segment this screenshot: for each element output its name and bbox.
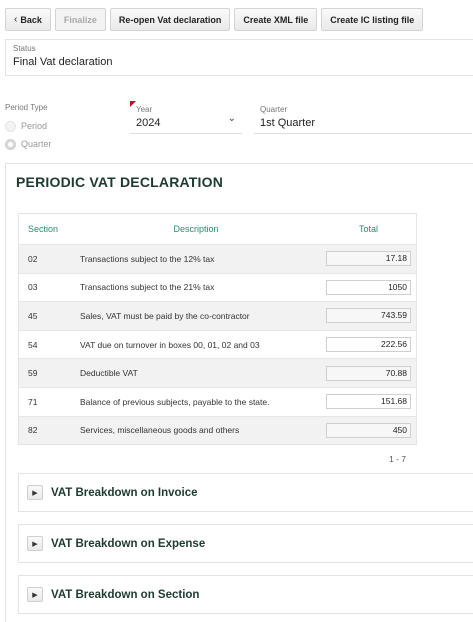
row-description: Balance of previous subjects, payable to the state. xyxy=(80,396,270,407)
row-description: Sales, VAT must be paid by the co-contractor xyxy=(80,310,250,321)
create-ic-listing-file-button[interactable] xyxy=(321,8,423,31)
reopen-vat-declaration-button[interactable] xyxy=(110,8,231,31)
pager-range: 1 - 7 xyxy=(389,454,407,464)
quarter-value: 1st Quarter xyxy=(260,117,316,129)
column-header-description[interactable]: Description xyxy=(173,224,219,234)
back-button[interactable] xyxy=(5,8,51,31)
finalize-button[interactable] xyxy=(55,8,106,31)
radio-circle-icon xyxy=(5,121,16,132)
table-header xyxy=(19,214,416,244)
row-section: 03 xyxy=(28,282,38,293)
radio-period[interactable] xyxy=(5,117,52,135)
create-xml-button-label: Create XML file xyxy=(243,14,309,25)
vat-declaration-table xyxy=(18,213,417,445)
year-label: Year xyxy=(136,105,153,114)
required-flag-icon xyxy=(130,101,136,107)
chevron-down-icon: ⌄ xyxy=(227,113,236,124)
row-description: VAT due on turnover in boxes 00, 01, 02 and 03 xyxy=(80,339,260,350)
vat-breakdown-expense-panel[interactable] xyxy=(18,524,473,563)
back-button-label: Back xyxy=(20,14,42,25)
radio-quarter-label: Quarter xyxy=(21,139,52,149)
quarter-label: Quarter xyxy=(260,105,288,114)
table-row[interactable] xyxy=(19,273,416,302)
panel-title: PERIODIC VAT DECLARATION xyxy=(16,174,224,190)
table-row[interactable] xyxy=(19,416,416,445)
quarter-field[interactable] xyxy=(254,101,472,134)
chevron-left-icon: ‹ xyxy=(14,14,18,25)
year-value: 2024 xyxy=(136,117,161,129)
row-total-field[interactable]: 17.18 xyxy=(326,251,411,266)
period-type-label: Period Type xyxy=(5,103,48,112)
table-row[interactable] xyxy=(19,358,416,387)
row-section: 02 xyxy=(28,253,38,264)
vat-breakdown-section-title: VAT Breakdown on Section xyxy=(51,588,200,601)
row-total-field[interactable]: 70.88 xyxy=(326,366,411,381)
table-row[interactable] xyxy=(19,244,416,273)
vat-breakdown-expense-title: VAT Breakdown on Expense xyxy=(51,537,206,550)
row-total-field[interactable]: 1050 xyxy=(326,280,411,295)
status-value: Final Vat declaration xyxy=(13,56,113,68)
finalize-button-label: Finalize xyxy=(63,14,97,25)
row-section: 82 xyxy=(28,425,38,436)
table-row[interactable] xyxy=(19,301,416,330)
create-ic-button-label: Create IC listing file xyxy=(330,14,415,25)
radio-selected-icon xyxy=(5,139,16,150)
vat-breakdown-invoice-title: VAT Breakdown on Invoice xyxy=(51,486,198,499)
radio-quarter[interactable] xyxy=(5,135,52,153)
row-total-field[interactable]: 743.59 xyxy=(326,308,411,323)
period-type-group xyxy=(5,103,52,153)
row-total-field[interactable]: 222.56 xyxy=(326,337,411,352)
row-section: 45 xyxy=(28,310,38,321)
caret-right-icon[interactable]: ▶ xyxy=(27,485,43,500)
table-row[interactable] xyxy=(19,387,416,416)
row-section: 54 xyxy=(28,339,38,350)
column-header-total[interactable]: Total xyxy=(358,224,378,234)
status-label: Status xyxy=(13,44,36,53)
caret-right-icon[interactable]: ▶ xyxy=(27,587,43,602)
reopen-button-label: Re-open Vat declaration xyxy=(118,14,222,25)
year-select[interactable] xyxy=(130,101,242,134)
caret-right-icon[interactable]: ▶ xyxy=(27,536,43,551)
row-description: Deductible VAT xyxy=(80,368,138,379)
radio-period-label: Period xyxy=(21,121,48,131)
toolbar xyxy=(5,8,423,31)
vat-breakdown-invoice-panel[interactable] xyxy=(18,473,473,512)
row-total-field[interactable]: 450 xyxy=(326,423,411,438)
status-field xyxy=(5,39,473,76)
row-section: 59 xyxy=(28,368,38,379)
row-description: Transactions subject to the 12% tax xyxy=(80,253,215,264)
row-section: 71 xyxy=(28,396,38,407)
row-description: Transactions subject to the 21% tax xyxy=(80,282,215,293)
periodic-vat-panel xyxy=(5,163,473,622)
row-description: Services, miscellaneous goods and others xyxy=(80,425,240,436)
row-total-field[interactable]: 151.68 xyxy=(326,394,411,409)
create-xml-file-button[interactable] xyxy=(234,8,317,31)
column-header-section[interactable]: Section xyxy=(28,224,59,234)
table-row[interactable] xyxy=(19,330,416,359)
vat-breakdown-section-panel[interactable] xyxy=(18,575,473,614)
